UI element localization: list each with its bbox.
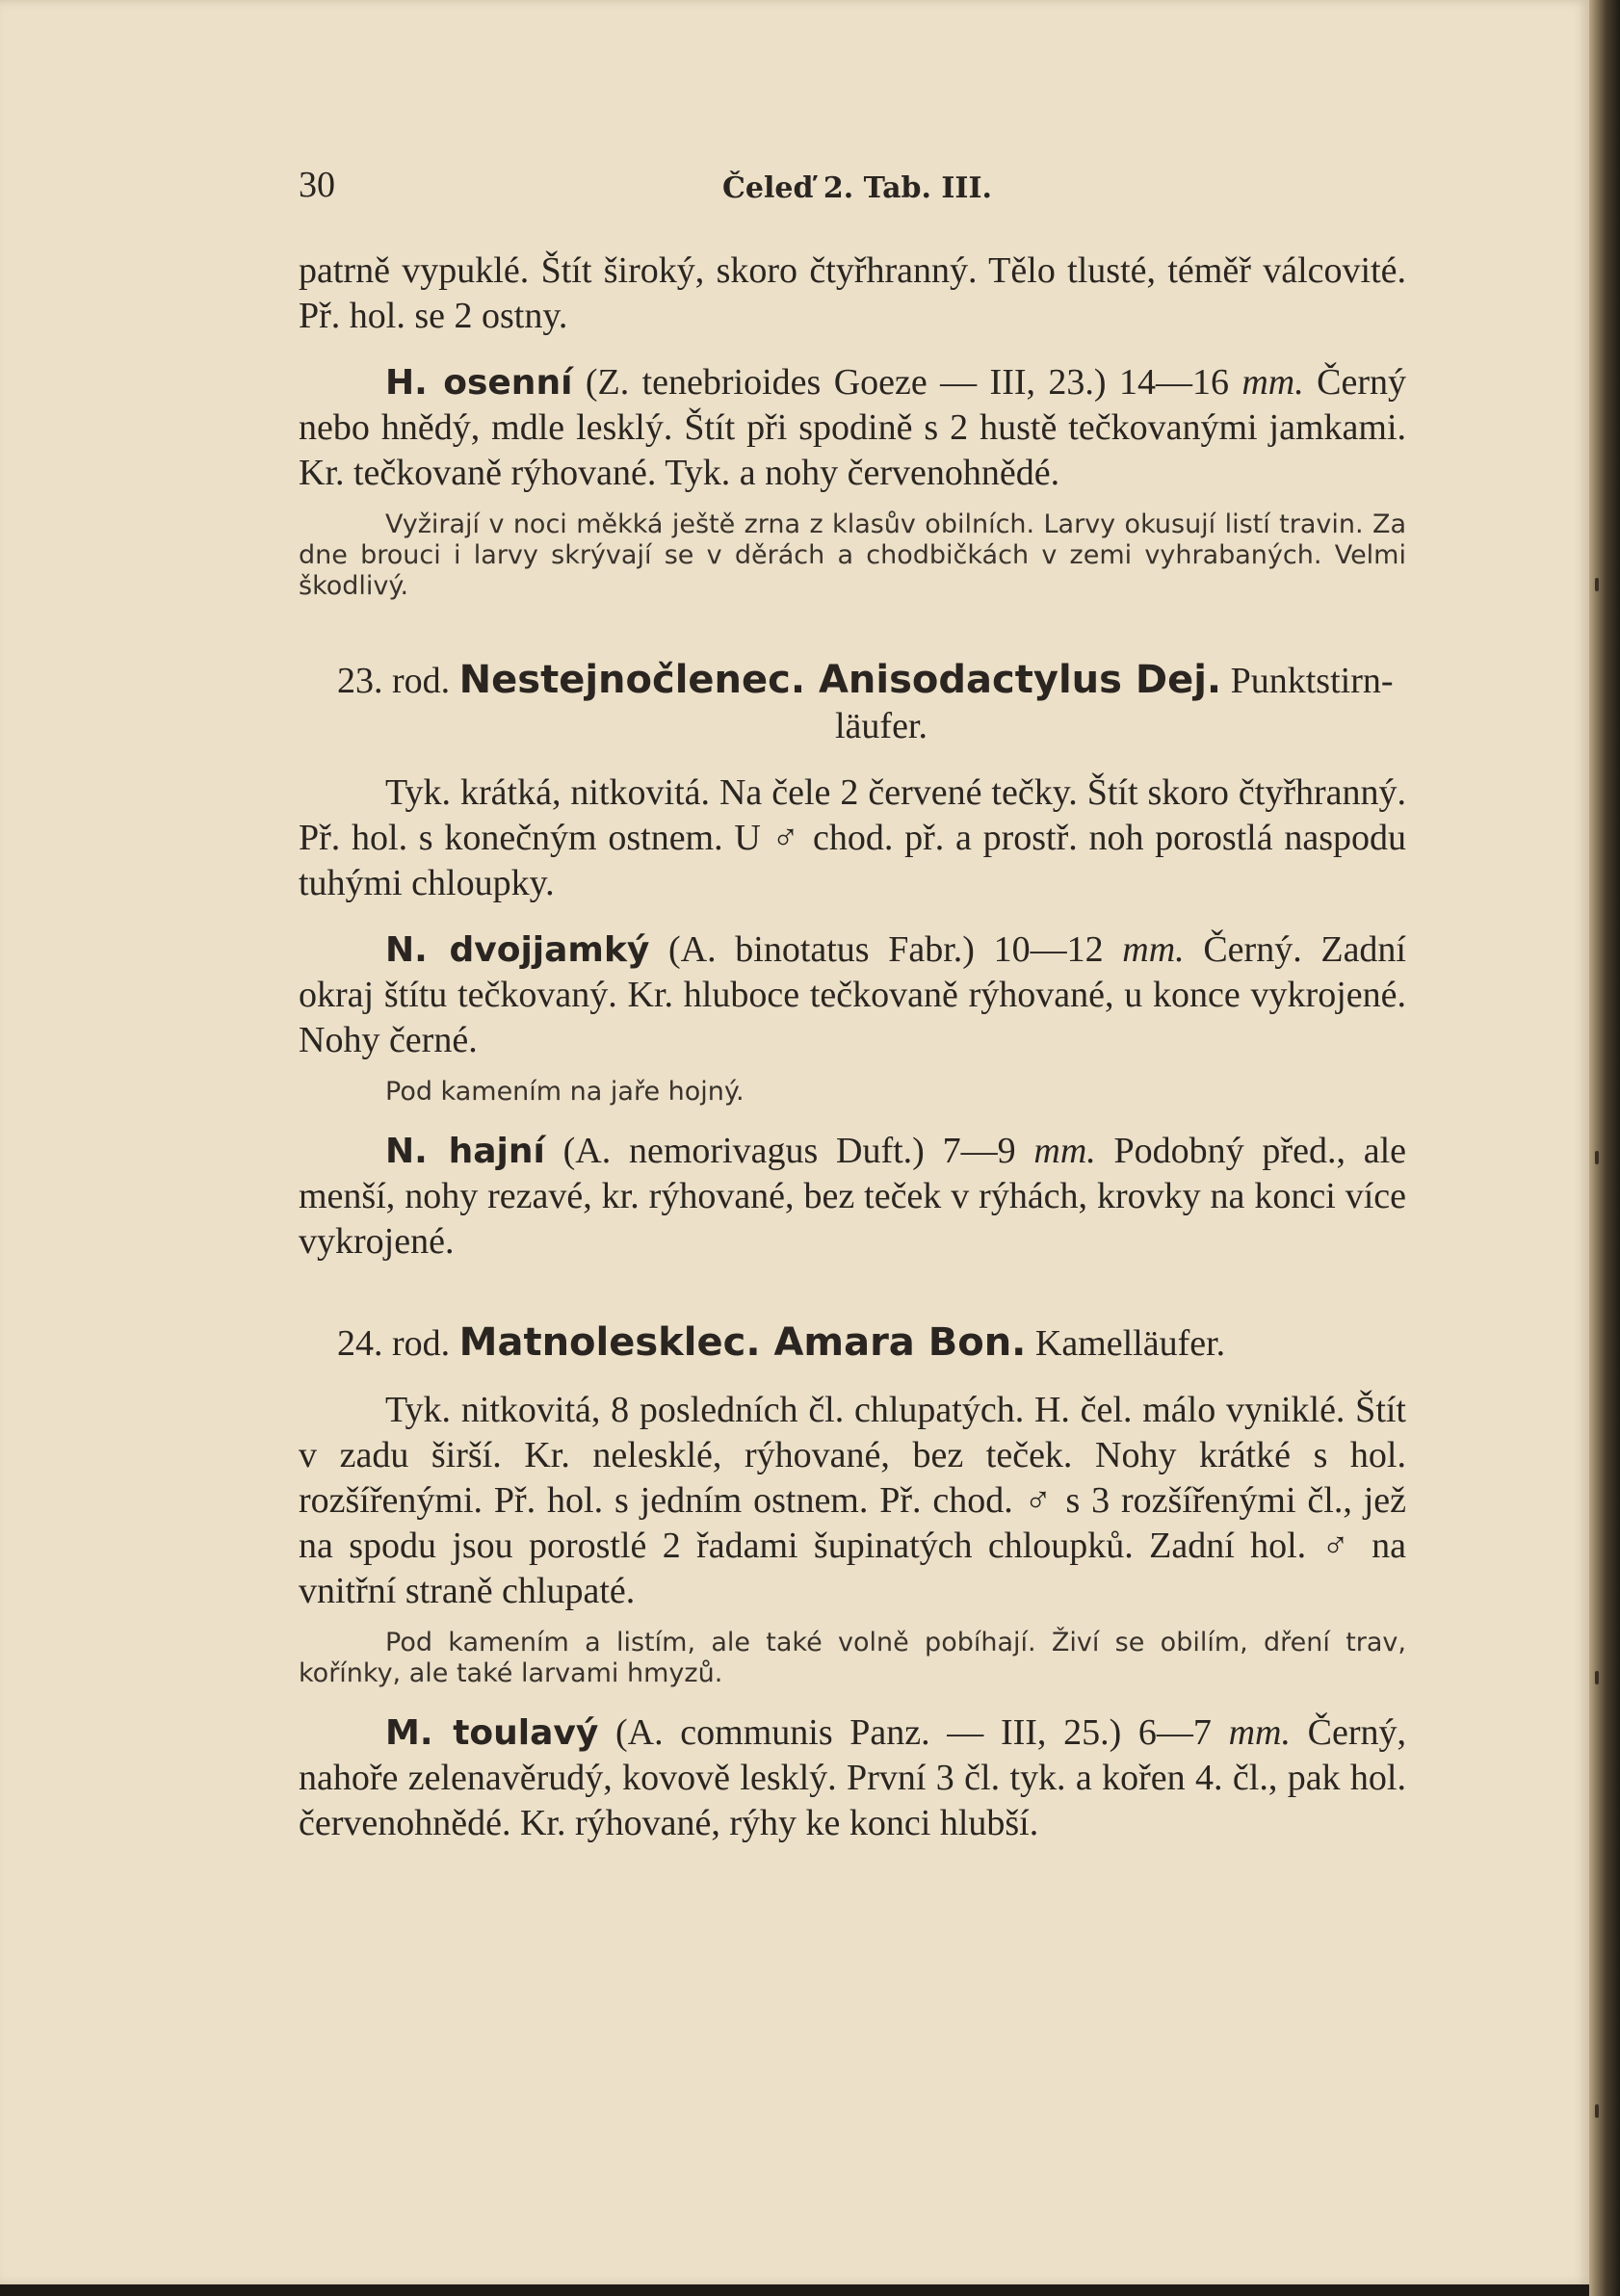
- genus-german-continued: läufer.: [834, 706, 928, 746]
- genus-description: Tyk. nitkovitá, 8 posledních čl. chlupatých. H. čel. málo vyniklé. Štít v zadu širší. Kr. nelesklé, rýhované, bez teček. Nohy krátké s hol. rozšířenými. Př. hol. s jedním ostnem. Př. chod. ♂ s 3 rozšířenými čl., jež na spodu jsou porostlé 2 řadami šupinatých chloupků. Zadní hol. ♂ na vnitřní straně chlupaté.: [299, 1390, 1406, 1611]
- page-header: [299, 164, 1406, 222]
- genus-prefix: 23. rod.: [337, 661, 451, 701]
- genus-name: Nestejnočlenec. Anisodactylus Dej.: [458, 658, 1222, 702]
- species-latin: (A. nemorivagus Duft.) 7—9: [562, 1131, 1016, 1171]
- species-name: H. osenní: [385, 363, 573, 403]
- species-latin: (A. binotatus Fabr.) 10—12: [668, 929, 1104, 970]
- species-entry-toulavy: [299, 1710, 1406, 1846]
- genus-heading-24: [337, 1320, 1406, 1367]
- species-name: N. dvojjamký: [385, 930, 650, 970]
- species-entry-hajni: [299, 1129, 1406, 1265]
- species-unit: mm.: [1122, 929, 1185, 970]
- genus-prefix: 24. rod.: [337, 1323, 451, 1364]
- species-name: N. hajní: [385, 1132, 545, 1171]
- species-entry-dvojjamky: [299, 927, 1406, 1063]
- page-edge-shadow: [1589, 0, 1620, 2296]
- species-description: Černý nebo hnědý, mdle lesklý. Štít při spodině s 2 hustě tečkovanými jamkami. Kr. tečkovaně rýhované. Tyk. a nohy červenohnědé.: [299, 362, 1407, 493]
- genus-german-name: Punktstirn-: [1230, 661, 1394, 701]
- intro-paragraph: patrně vypuklé. Štít široký, skoro čtyřhranný. Tělo tlusté, téměř válcovité. Př. hol. se 2 ostny.: [299, 250, 1406, 336]
- page-number: 30: [299, 165, 335, 205]
- species-unit: mm.: [1228, 1712, 1291, 1753]
- species-entry-osenni: [299, 360, 1406, 496]
- species-description: Černý. Zadní okraj štítu tečkovaný. Kr. hluboce tečkovaně rýhované, u konce vykrojené. Nohy černé.: [299, 929, 1406, 1060]
- running-head: Čeleď 2. Tab. III.: [722, 171, 992, 205]
- genus-description: Tyk. krátká, nitkovitá. Na čele 2 červené tečky. Štít skoro čtyřhranný. Př. hol. s konečným ostnem. U ♂ chod. př. a prostř. noh porostlá naspodu tuhými chloupky.: [299, 772, 1406, 903]
- genus-note: Pod kamením a listím, ale také volně pobíhají. Živí se obilím, dření trav, kořínky, ale také larvami hmyzů.: [299, 1628, 1406, 1688]
- genus-heading-23: [337, 658, 1406, 704]
- species-note: Pod kamením na jaře hojný.: [385, 1077, 745, 1107]
- species-description: Podobný před., ale menší, nohy rezavé, kr. rýhované, bez teček v rýhách, krovky na konci více vykrojené.: [299, 1131, 1407, 1262]
- species-unit: mm.: [1033, 1131, 1096, 1171]
- species-name: M. toulavý: [385, 1713, 599, 1753]
- species-latin: (A. communis Panz. — III, 25.) 6—7: [615, 1712, 1212, 1753]
- species-latin: (Z. tenebrioides Goeze — III, 23.) 14—16: [585, 362, 1229, 403]
- species-unit: mm.: [1241, 362, 1304, 403]
- page-content: [299, 164, 1406, 1846]
- genus-name: Matnolesklec. Amara Bon.: [458, 1320, 1027, 1365]
- genus-german-name: Kamelläufer.: [1034, 1323, 1226, 1364]
- species-description: Černý, nahoře zelenavěrudý, kovově lesklý. První 3 čl. tyk. a kořen 4. čl., pak hol. červenohnědé. Kr. rýhované, rýhy ke konci hlubší.: [299, 1712, 1407, 1843]
- species-note: Vyžirají v noci měkká ještě zrna z klasův obilních. Larvy okusují listí travin. Za dne brouci i larvy skrývají se v děrách a chodbičkách v zemi vyhrabaných. Velmi škodlivý.: [299, 509, 1406, 601]
